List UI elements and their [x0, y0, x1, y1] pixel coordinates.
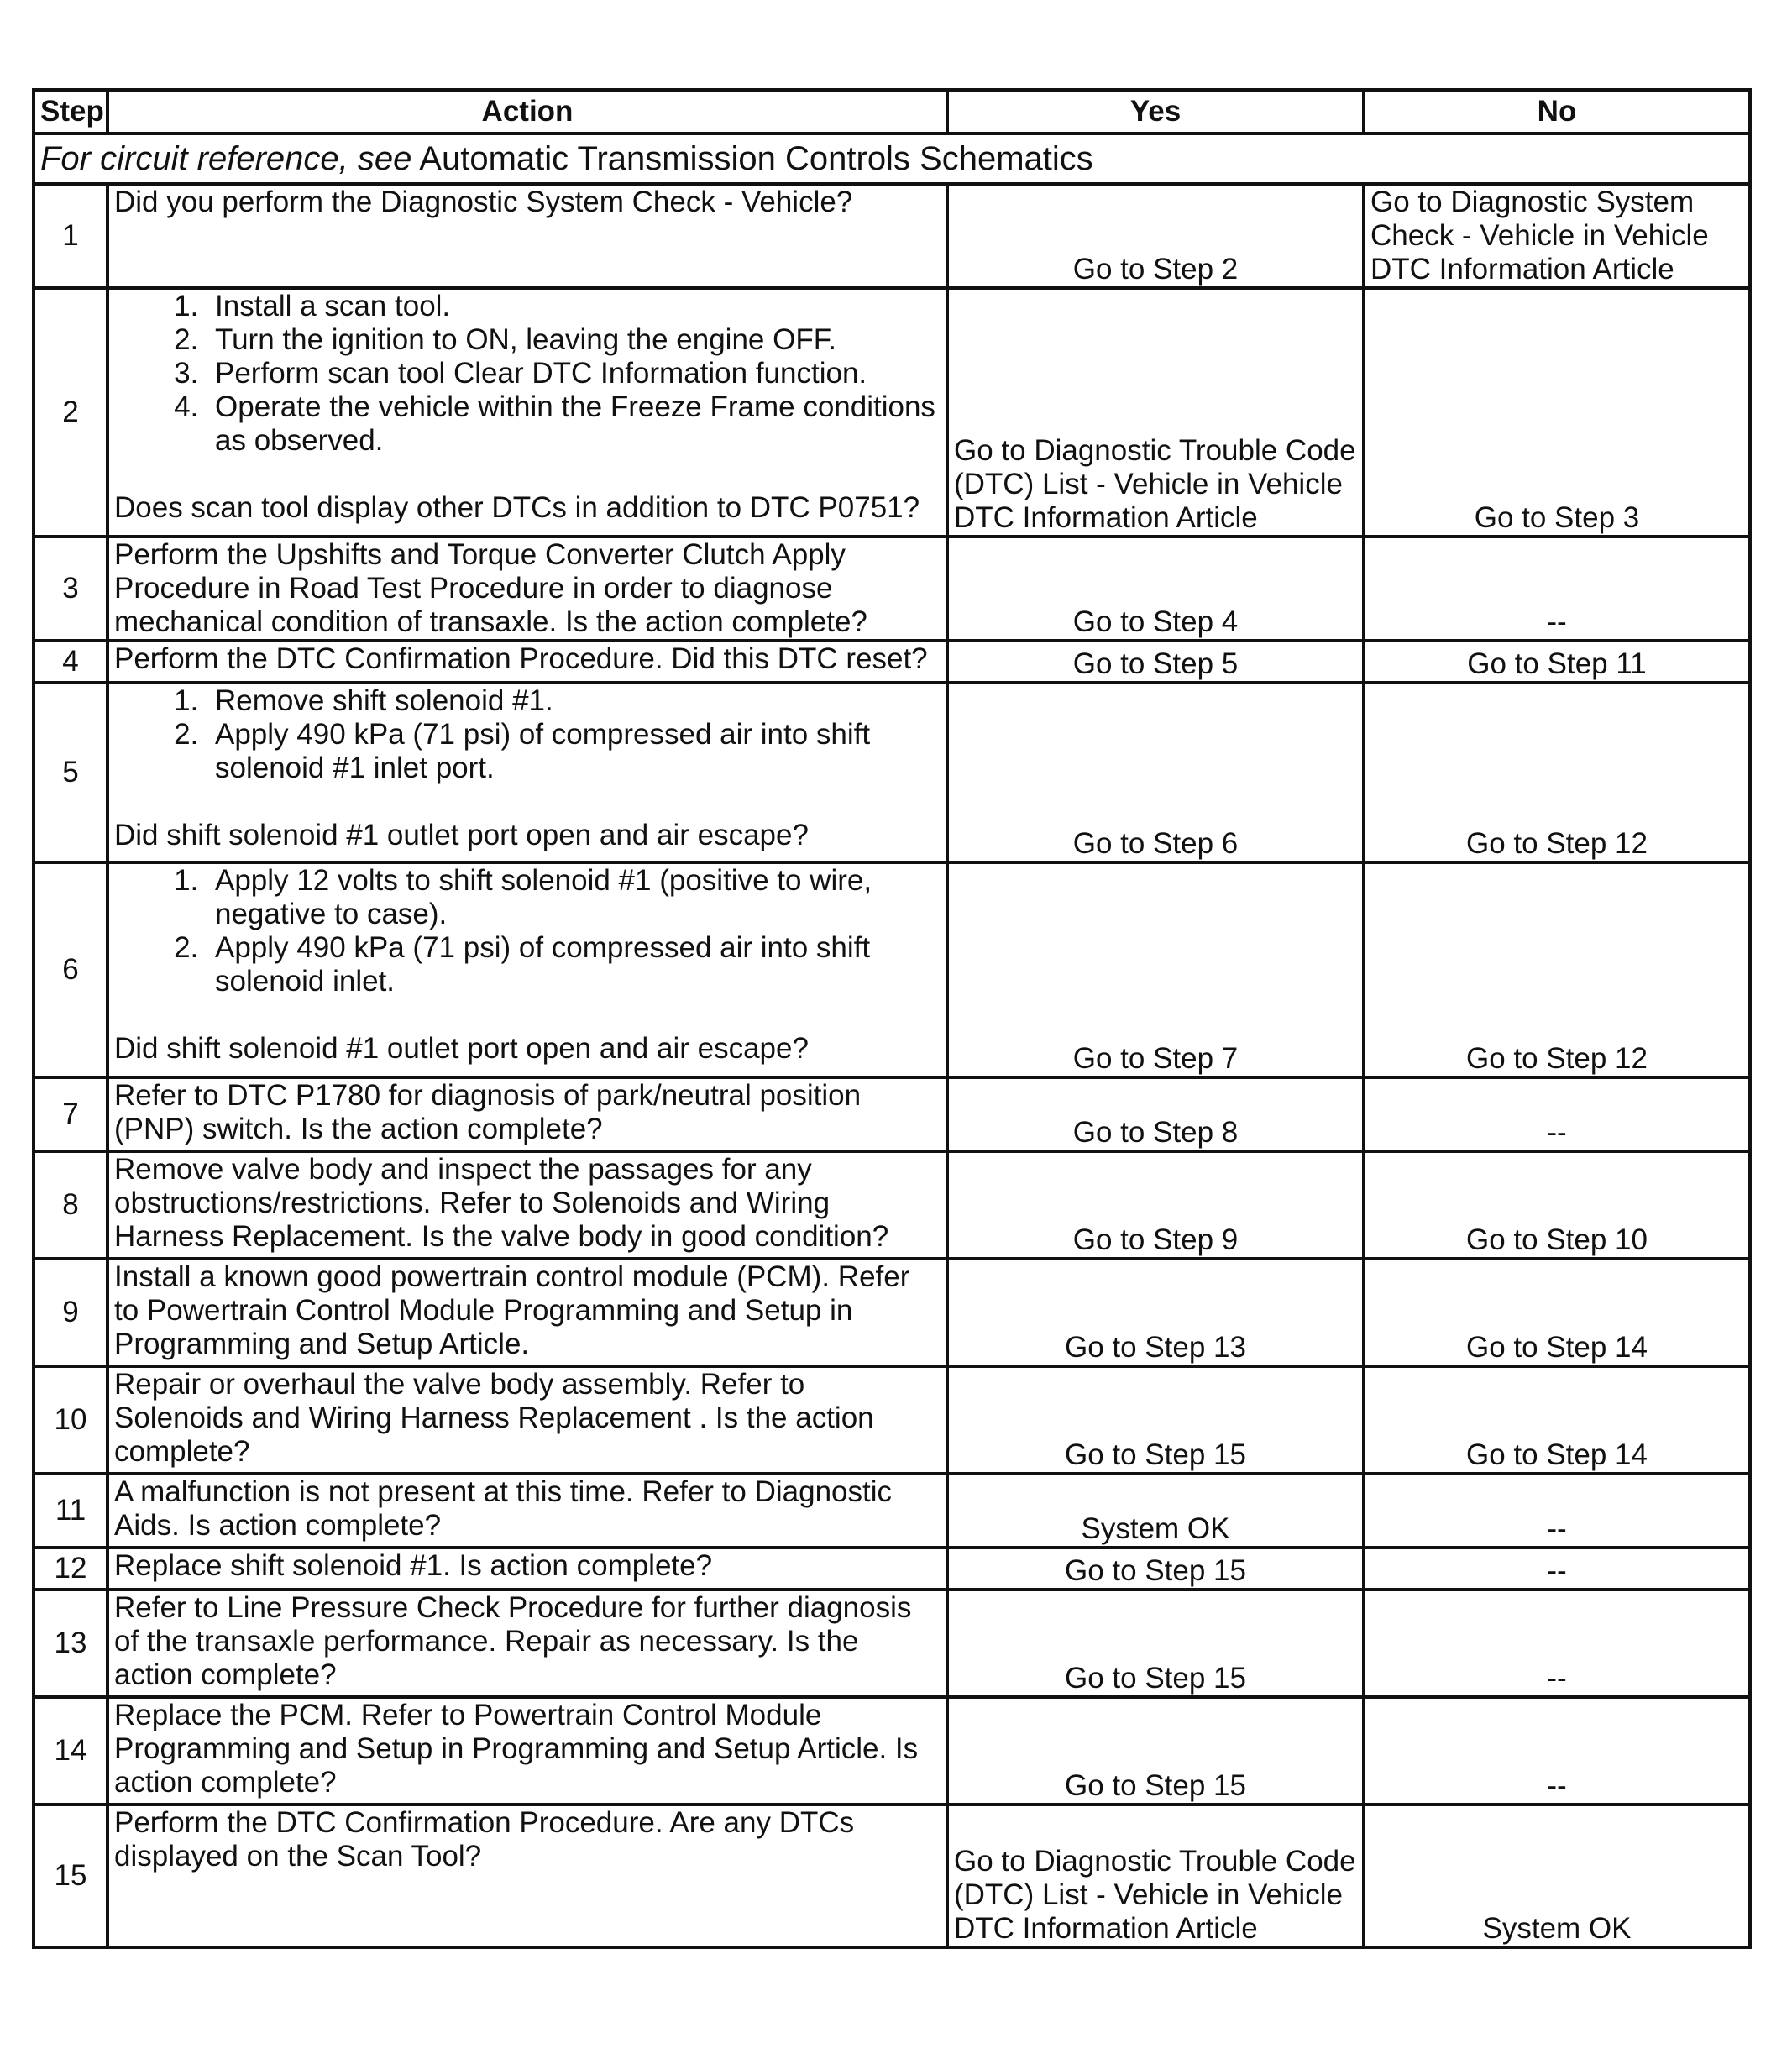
action-step-item: 2. Turn the ignition to ON, leaving the engine OFF. — [207, 323, 941, 357]
no-result: Go to Step 11 — [1364, 641, 1750, 683]
step-header: Step — [34, 90, 107, 134]
action-question: Perform the DTC Confirmation Procedure. Are any DTCs displayed on the Scan Tool? — [114, 1806, 855, 1873]
reference-row — [34, 134, 1750, 184]
table-row — [34, 1366, 1750, 1474]
step-number: 6 — [34, 862, 107, 1077]
action-cell — [107, 184, 947, 288]
no-result: Go to Step 14 — [1364, 1259, 1750, 1366]
step-number: 9 — [34, 1259, 107, 1366]
action-question: Replace shift solenoid #1. Is action complete? — [114, 1549, 713, 1582]
yes-result: Go to Step 2 — [947, 184, 1364, 288]
action-step-item: 1. Install a scan tool. — [207, 290, 941, 323]
yes-result: Go to Step 15 — [947, 1590, 1364, 1697]
action-question: Refer to DTC P1780 for diagnosis of park/neutral position (PNP) switch. Is the action complete? — [114, 1079, 862, 1145]
step-number: 8 — [34, 1151, 107, 1259]
reference-prefix: For circuit reference, see — [40, 140, 412, 177]
action-question: Did you perform the Diagnostic System Check - Vehicle? — [114, 186, 853, 218]
step-number: 15 — [34, 1805, 107, 1947]
table-row — [34, 1259, 1750, 1366]
action-question: Refer to Line Pressure Check Procedure for further diagnosis of the transaxle performance. Repair as necessary. Is the action complete? — [114, 1591, 912, 1691]
table-row — [34, 641, 1750, 683]
action-cell — [107, 1474, 947, 1548]
action-question: Did shift solenoid #1 outlet port open and air escape? — [114, 819, 809, 851]
action-steps-list — [114, 864, 941, 998]
action-cell — [107, 1548, 947, 1590]
table-row — [34, 1590, 1750, 1697]
table-row — [34, 683, 1750, 862]
action-step-item: 4. Operate the vehicle within the Freeze Frame conditions as observed. — [207, 390, 941, 458]
no-result: -- — [1364, 1077, 1750, 1151]
table-row — [34, 1697, 1750, 1805]
action-question: Replace the PCM. Refer to Powertrain Control Module Programming and Setup in Programming and Setup Article. Is action complete? — [114, 1699, 919, 1799]
action-header: Action — [107, 90, 947, 134]
step-number: 11 — [34, 1474, 107, 1548]
yes-result: Go to Step 4 — [947, 537, 1364, 641]
no-result: -- — [1364, 1548, 1750, 1590]
no-header: No — [1364, 90, 1750, 134]
action-cell — [107, 641, 947, 683]
yes-result: Go to Step 15 — [947, 1548, 1364, 1590]
table-row — [34, 862, 1750, 1077]
no-result: Go to Step 12 — [1364, 862, 1750, 1077]
action-cell — [107, 683, 947, 862]
no-result: Go to Step 12 — [1364, 683, 1750, 862]
step-number: 12 — [34, 1548, 107, 1590]
no-result: -- — [1364, 1474, 1750, 1548]
no-result: Go to Step 10 — [1364, 1151, 1750, 1259]
yes-result: Go to Step 5 — [947, 641, 1364, 683]
reference-cell — [34, 134, 1750, 184]
header-row — [34, 90, 1750, 134]
no-result: Go to Diagnostic System Check - Vehicle in Vehicle DTC Information Article — [1364, 184, 1750, 288]
action-step-item: 3. Perform scan tool Clear DTC Information function. — [207, 357, 941, 390]
no-result: -- — [1364, 537, 1750, 641]
table-row — [34, 1151, 1750, 1259]
action-cell — [107, 288, 947, 537]
action-cell — [107, 1697, 947, 1805]
action-cell — [107, 1151, 947, 1259]
no-result: -- — [1364, 1697, 1750, 1805]
reference-link[interactable]: Automatic Transmission Controls Schematics — [419, 140, 1093, 177]
step-number: 1 — [34, 184, 107, 288]
action-cell — [107, 1805, 947, 1947]
yes-result: Go to Diagnostic Trouble Code (DTC) List - Vehicle in Vehicle DTC Information Article — [947, 1805, 1364, 1947]
action-question: Repair or overhaul the valve body assembly. Refer to Solenoids and Wiring Harness Replacement . Is the action complete? — [114, 1368, 874, 1468]
table-row — [34, 1805, 1750, 1947]
action-question: Perform the DTC Confirmation Procedure. Did this DTC reset? — [114, 642, 928, 675]
step-number: 7 — [34, 1077, 107, 1151]
action-question: A malfunction is not present at this time. Refer to Diagnostic Aids. Is action complete? — [114, 1475, 892, 1542]
yes-result: Go to Diagnostic Trouble Code (DTC) List - Vehicle in Vehicle DTC Information Article — [947, 288, 1364, 537]
yes-header: Yes — [947, 90, 1364, 134]
table-row — [34, 184, 1750, 288]
step-number: 2 — [34, 288, 107, 537]
action-step-item: 1. Remove shift solenoid #1. — [207, 684, 941, 718]
table-row — [34, 1077, 1750, 1151]
action-step-item: 2. Apply 490 kPa (71 psi) of compressed air into shift solenoid #1 inlet port. — [207, 718, 941, 785]
action-question: Install a known good powertrain control module (PCM). Refer to Powertrain Control Module Programming and Setup in Programming and Setup Article. — [114, 1260, 910, 1360]
step-number: 4 — [34, 641, 107, 683]
yes-result: Go to Step 9 — [947, 1151, 1364, 1259]
spacer — [114, 458, 941, 491]
diagnostic-table — [32, 88, 1752, 1949]
no-result: Go to Step 14 — [1364, 1366, 1750, 1474]
action-cell — [107, 862, 947, 1077]
action-cell — [107, 1366, 947, 1474]
action-question: Remove valve body and inspect the passages for any obstructions/restrictions. Refer to Solenoids and Wiring Harness Replacement. Is the valve body in good condition? — [114, 1153, 889, 1253]
action-step-item: 1. Apply 12 volts to shift solenoid #1 (positive to wire, negative to case). — [207, 864, 941, 931]
action-cell — [107, 1077, 947, 1151]
step-number: 3 — [34, 537, 107, 641]
table-row — [34, 1548, 1750, 1590]
action-cell — [107, 1259, 947, 1366]
table-row — [34, 537, 1750, 641]
no-result: -- — [1364, 1590, 1750, 1697]
table-row — [34, 1474, 1750, 1548]
table-row — [34, 288, 1750, 537]
action-steps-list — [114, 290, 941, 458]
step-number: 13 — [34, 1590, 107, 1697]
spacer — [114, 998, 941, 1032]
yes-result: Go to Step 6 — [947, 683, 1364, 862]
yes-result: Go to Step 15 — [947, 1366, 1364, 1474]
yes-result: Go to Step 7 — [947, 862, 1364, 1077]
action-steps-list — [114, 684, 941, 785]
spacer — [114, 785, 941, 819]
yes-result: Go to Step 15 — [947, 1697, 1364, 1805]
yes-result: Go to Step 8 — [947, 1077, 1364, 1151]
step-number: 10 — [34, 1366, 107, 1474]
yes-result: Go to Step 13 — [947, 1259, 1364, 1366]
step-number: 5 — [34, 683, 107, 862]
no-result: Go to Step 3 — [1364, 288, 1750, 537]
action-question: Does scan tool display other DTCs in addition to DTC P0751? — [114, 491, 920, 524]
step-number: 14 — [34, 1697, 107, 1805]
yes-result: System OK — [947, 1474, 1364, 1548]
action-question: Perform the Upshifts and Torque Converter Clutch Apply Procedure in Road Test Procedure in order to diagnose mechanical condition of transaxle. Is the action complete? — [114, 538, 867, 638]
action-cell — [107, 537, 947, 641]
no-result: System OK — [1364, 1805, 1750, 1947]
action-cell — [107, 1590, 947, 1697]
action-step-item: 2. Apply 490 kPa (71 psi) of compressed air into shift solenoid inlet. — [207, 931, 941, 998]
action-question: Did shift solenoid #1 outlet port open and air escape? — [114, 1032, 809, 1065]
